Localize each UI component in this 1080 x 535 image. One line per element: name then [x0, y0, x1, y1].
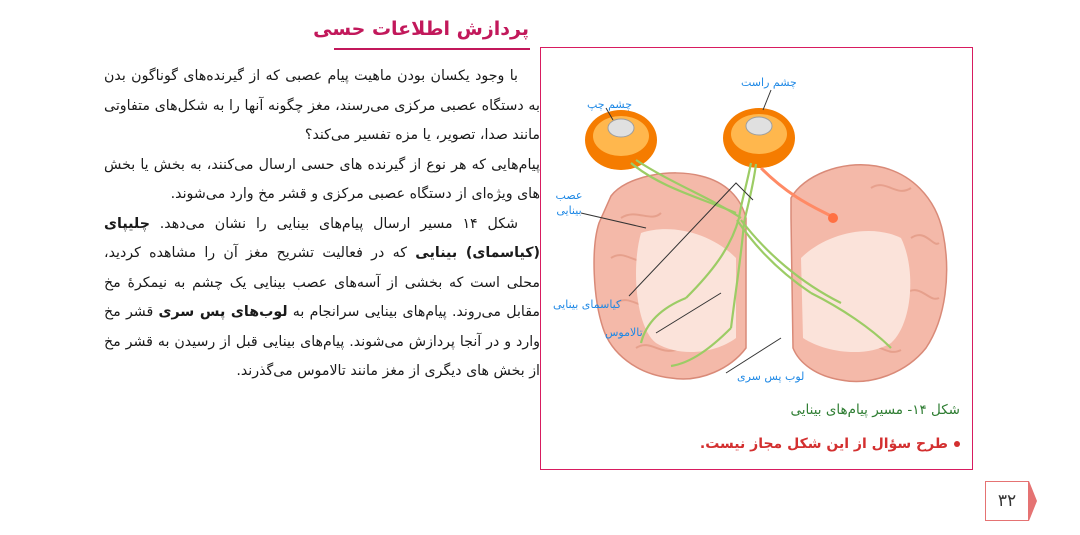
figure-box — [540, 47, 973, 470]
title-underline — [334, 48, 530, 50]
right-inner — [801, 231, 910, 352]
paragraph-1: با وجود یکسان بودن ماهیت پیام عصبی که از گیرنده‌های گوناگون بدن به دستگاه عصبی مرکزی می‌رسند، مغز چگونه آنها را به شکل‌های متفاوتی مانند صدا، تصویر، یا مزه تفسیر می‌کند؟ — [104, 68, 540, 143]
paragraph-3 — [104, 210, 540, 387]
notice-text: طرح سؤال از این شکل مجاز نیست. — [699, 436, 948, 452]
section-title: پردازش اطلاعات حسی — [313, 18, 529, 40]
right-eye — [723, 108, 795, 168]
label-optic-chiasm: کیاسمای بینایی — [553, 298, 622, 311]
occipital-lobes-term: لوب‌های پس سری — [158, 304, 288, 320]
label-thalamus: تالاموس — [605, 326, 643, 339]
paragraph-3-part-a: شکل ۱۴ مسیر ارسال پیام‌های بینایی را نشان می‌دهد. — [149, 215, 518, 232]
label-optic-nerve: عصب بینایی — [555, 189, 583, 217]
notice — [700, 436, 960, 452]
label-right-eye: چشم راست — [741, 76, 797, 89]
paragraph-3-part-c: که در فعالیت تشریح مغز آن را مشاهده کردید، محلی است که بخشی از آسه‌های عصب بینایی یک چشم به نیمکرهٔ مخ مقابل می‌روند. پیام‌های بینایی سرانجام به — [104, 245, 540, 320]
page-number: ۳۲ — [985, 481, 1029, 521]
paragraph-3-part-e: قشر مخ وارد و در آنجا پردازش می‌شوند. پیام‌های بینایی قبل از رسیدن به قشر مخ از بخش های دیگری از مغز مانند تالاموس می‌گذرند. — [104, 304, 540, 379]
figure-caption: شکل ۱۴- مسیر پیام‌های بینایی — [790, 402, 960, 418]
paragraph-2: پیام‌هایی که هر نوع از گیرنده های حسی ارسال می‌کنند، به بخش یا بخش های ویژه‌ای از دستگاه عصبی مرکزی و قشر مخ وارد می‌شوند. — [104, 156, 540, 202]
left-inner — [636, 229, 736, 352]
label-left-eye: چشم چپ — [587, 98, 633, 111]
body-text — [104, 62, 540, 387]
bullet-icon — [954, 441, 960, 447]
label-occipital-lobe: لوب پس سری — [737, 370, 805, 383]
optic-chiasm-term: چلیپای (کیاسمای) بینایی — [104, 215, 540, 261]
left-eye — [585, 110, 657, 170]
